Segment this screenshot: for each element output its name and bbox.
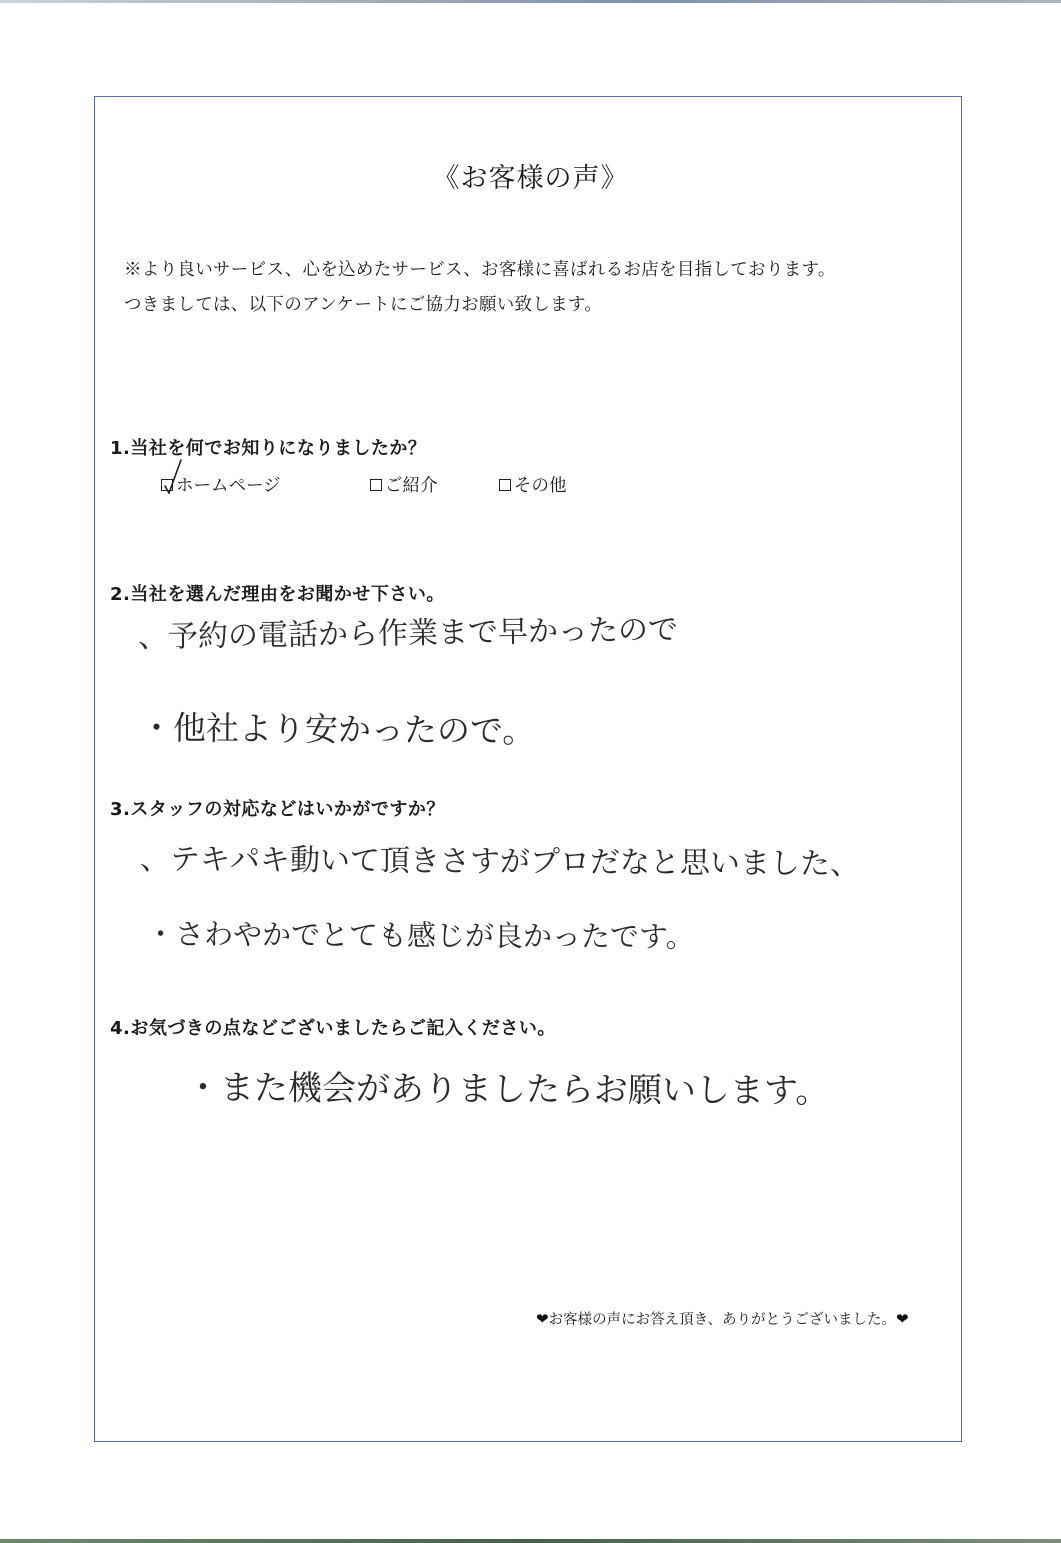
answer-2-line-1: 、予約の電話から作業まで早かったので: [137, 612, 679, 655]
question-4: 4.お気づきの点などございましたらご記入ください。: [110, 1018, 556, 1039]
option-other[interactable]: [499, 472, 567, 497]
footer-thanks: [536, 1308, 909, 1329]
footer-text: お客様の声にお答え頂き、ありがとうございました。: [548, 1312, 896, 1328]
intro-line-2: つきましては、以下のアンケートにご協力お願い致します。: [124, 295, 603, 315]
page-title: 《お客様の声》: [432, 163, 629, 194]
option-homepage-label: ホームページ: [176, 476, 281, 496]
option-homepage[interactable]: [161, 472, 281, 497]
answer-2-line-2: ・他社より安かったので。: [139, 708, 536, 751]
question-1: 1.当社を何でお知りになりましたか？: [110, 438, 427, 459]
option-other-label: その他: [514, 476, 567, 496]
answer-3-line-2: ・さわやかでとても感じが良かったです。: [145, 917, 695, 954]
checkbox-referral[interactable]: [370, 479, 382, 491]
checkbox-other[interactable]: [499, 479, 511, 491]
question-3: 3.スタッフの対応などはいかがですか？: [110, 799, 445, 820]
answer-3-line-1: 、テキパキ動いて頂きさすがプロだなと思いました、: [139, 842, 861, 883]
intro-line-1: ※より良いサービス、心を込めたサービス、お客様に喜ばれるお店を目指しております。: [124, 260, 836, 280]
check-mark-icon: [162, 458, 186, 498]
scan-edge-top: [0, 0, 1061, 3]
heart-icon: ❤: [896, 1309, 909, 1328]
scan-edge-bottom: [0, 1539, 1061, 1543]
question-2: 2.当社を選んだ理由をお聞かせ下さい。: [110, 584, 445, 605]
answer-4-line-1: ・また機会がありましたらお願いします。: [185, 1068, 830, 1112]
option-referral[interactable]: [370, 472, 438, 497]
option-referral-label: ご紹介: [385, 476, 438, 496]
checkbox-homepage[interactable]: [161, 479, 173, 491]
heart-icon: ❤: [536, 1309, 549, 1328]
